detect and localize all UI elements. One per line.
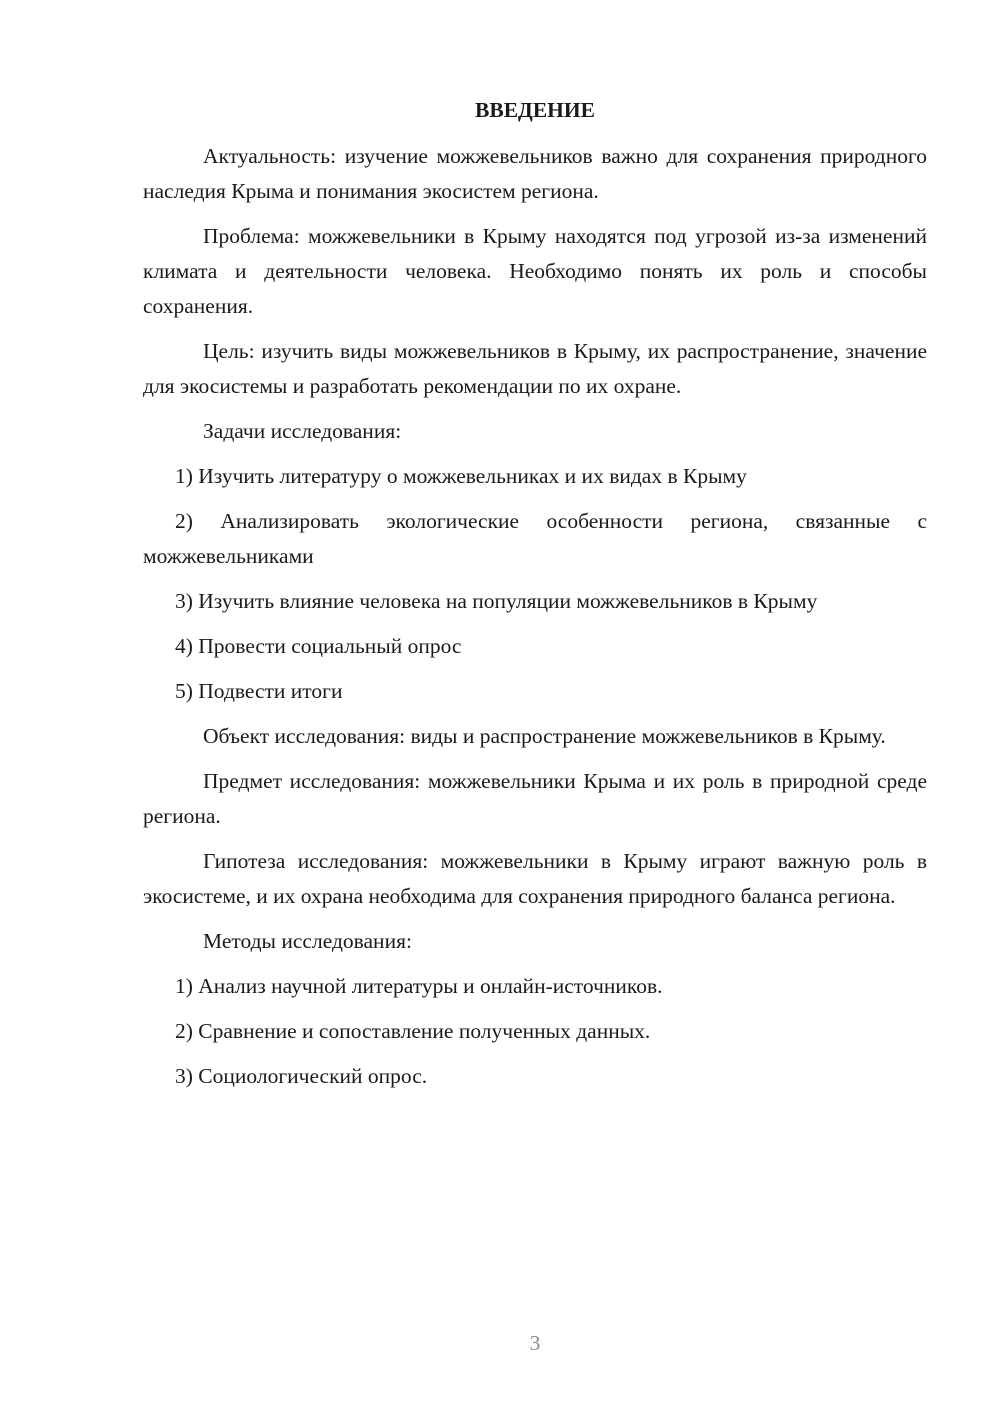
methods-heading: Методы исследования: xyxy=(203,929,412,953)
method-item: 1) Анализ научной литературы и онлайн-источников. xyxy=(175,974,663,998)
task-item: 4) Провести социальный опрос xyxy=(175,634,462,658)
task-item: 2) Анализировать экологические особенности региона, связанные с можжевельниками xyxy=(143,509,927,568)
subject-paragraph: Предмет исследования: можжевельники Крыма и их роль в природной среде региона. xyxy=(143,769,927,828)
goal-paragraph: Цель: изучить виды можжевельников в Крыму, их распространение, значение для экосистемы и разработать рекомендации по их охране. xyxy=(143,339,927,398)
actuality-paragraph: Актуальность: изучение можжевельников важно для сохранения природного наследия Крыма и понимания экосистем региона. xyxy=(143,144,927,203)
tasks-heading: Задачи исследования: xyxy=(203,419,402,443)
problem-paragraph: Проблема: можжевельники в Крыму находятся под угрозой из-за изменений климата и деятельности человека. Необходимо понять их роль и способы сохранения. xyxy=(143,224,927,318)
page-content xyxy=(143,93,927,1104)
task-item: 3) Изучить влияние человека на популяции можжевельников в Крыму xyxy=(175,589,818,613)
task-item: 1) Изучить литературу о можжевельниках и их видах в Крыму xyxy=(175,464,747,488)
object-paragraph: Объект исследования: виды и распространение можжевельников в Крыму. xyxy=(203,724,886,748)
section-title: ВВЕДЕНИЕ xyxy=(475,98,595,122)
method-item: 3) Социологический опрос. xyxy=(175,1064,428,1088)
method-item: 2) Сравнение и сопоставление полученных данных. xyxy=(175,1019,651,1043)
page-number: 3 xyxy=(529,1331,541,1355)
task-item: 5) Подвести итоги xyxy=(175,679,343,703)
hypothesis-paragraph: Гипотеза исследования: можжевельники в Крыму играют важную роль в экосистеме, и их охрана необходима для сохранения природного баланса региона. xyxy=(143,849,927,908)
